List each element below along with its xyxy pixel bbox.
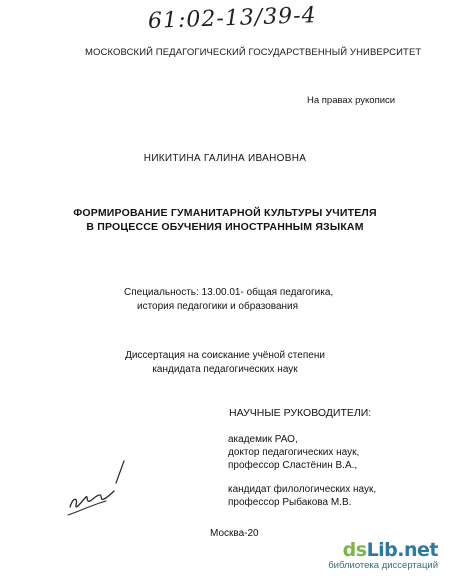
specialty-line-1: Специальность: 13.00.01- общая педагогика, xyxy=(124,287,334,298)
supervisors-heading: НАУЧНЫЕ РУКОВОДИТЕЛИ: xyxy=(229,407,372,419)
dslib-logo xyxy=(328,540,438,560)
supervisor-first-line-2: доктор педагогических наук, xyxy=(228,447,360,458)
title-line-1: ФОРМИРОВАНИЕ ГУМАНИТАРНОЙ КУЛЬТУРЫ УЧИТЕЛЯ xyxy=(73,207,377,219)
dslib-logo-part-2: Lib.net xyxy=(366,539,438,561)
university-name: МОСКОВСКИЙ ПЕДАГОГИЧЕСКИЙ ГОСУДАРСТВЕННЫЙ УНИВЕРСИТЕТ xyxy=(85,47,422,58)
specialty-block xyxy=(124,286,333,314)
dissertation-title xyxy=(0,206,450,234)
dslib-watermark xyxy=(324,538,442,573)
supervisor-second xyxy=(228,483,376,509)
specialty-line-2: история педагогики и образования xyxy=(137,301,299,312)
handwritten-catalog-code: 61:02-13/39-4 xyxy=(147,3,318,34)
author-name: НИКИТИНА ГАЛИНА ИВАНОВНА xyxy=(143,153,307,164)
degree-line-2: кандидата педагогических наук xyxy=(152,364,298,375)
supervisor-second-line-2: профессор Рыбакова М.В. xyxy=(228,497,352,508)
supervisor-second-line-1: кандидат филологических наук, xyxy=(228,484,377,495)
title-line-2: В ПРОЦЕССЕ ОБУЧЕНИЯ ИНОСТРАННЫМ ЯЗЫКАМ xyxy=(86,221,364,233)
dslib-tagline: библиотека диссертаций xyxy=(328,560,438,571)
degree-line-1: Диссертация на соискание учёной степени xyxy=(125,350,325,361)
supervisor-first-line-1: академик РАО, xyxy=(228,434,298,445)
degree-statement xyxy=(0,349,450,377)
manuscript-note: На правах рукописи xyxy=(307,95,396,106)
supervisor-first-line-3: профессор Сластёнин В.А., xyxy=(228,460,358,471)
handwritten-signature xyxy=(66,455,136,525)
supervisor-first xyxy=(228,433,359,472)
city-year: Москва-20 xyxy=(210,528,259,539)
dslib-logo-part-1: ds xyxy=(342,539,367,561)
